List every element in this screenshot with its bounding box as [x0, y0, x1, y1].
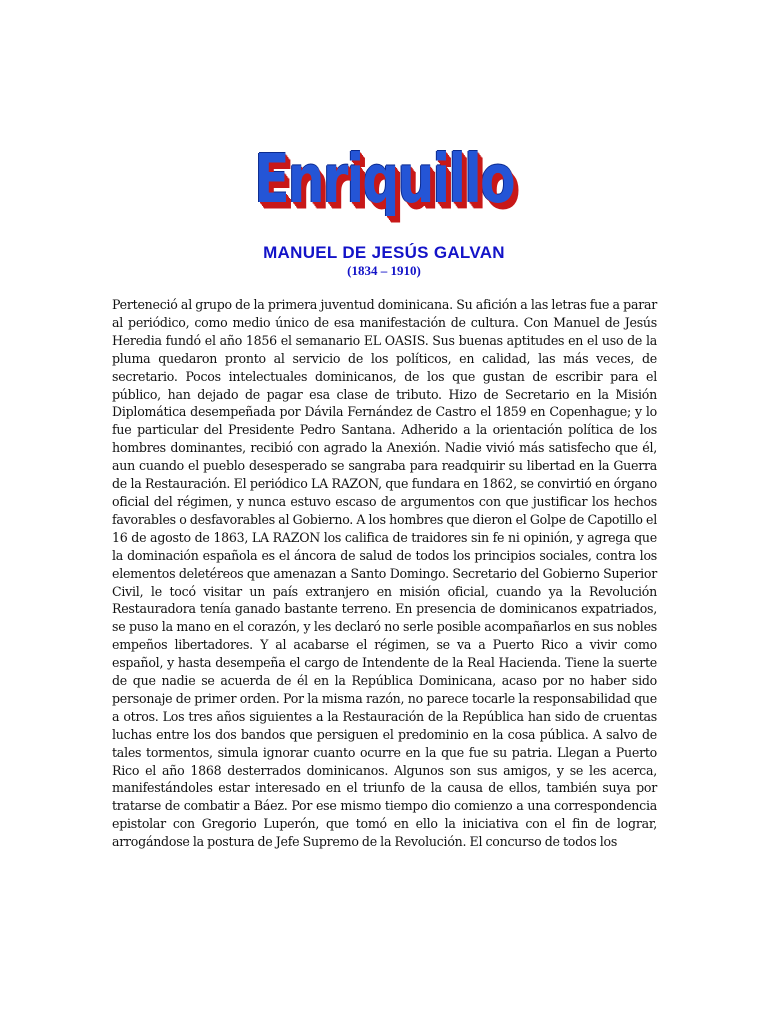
author-years: (1834 – 1910) [347, 263, 421, 278]
body-paragraph: Perteneció al grupo de la primera juventud dominicana. Su afición a las letras fue a parar al periódico, como medio único de esa manifestación de cultura. Con Manuel de Jesús Heredia fundó el año 1856 el semanario EL OASIS. Sus buenas aptitudes en el uso de la pluma quedaron pronto al servicio de los políticos, en calidad, las más veces, de secretario. Pocos intelectuales dominicanos, de los que gustan de escribir para el público, han dejado de pagar esa clase de tributo. Hizo de Secretario en la Misión Diplomática desempeñada por Dávila Fernández de Castro el 1859 en Copenhague; y lo fue particular del Presidente Pedro Santana. Adherido a la orientación política de los hombres dominantes, recibió con agrado la Anexión. Nadie vivió más satisfecho que él, aun cuando el pueblo desesperado se sangraba para readquirir su libertad en la Guerra de la Restauración. El periódico LA RAZON, que fundara en 1862, se convirtió en órgano oficial del régimen, y nunca estuvo escaso de argumentos con que justificar los hechos favorables o desfavorables al Gobierno. A los hombres que dieron el Golpe de Capotillo el 16 de agosto de 1863, LA RAZON los califica de traidores sin fe ni opinión, y agrega que la dominación española es el áncora de salud de todos los principios sociales, contra los elementos deletéreos que amenazan a Santo Domingo. Secretario del Gobierno Superior Civil, le tocó visitar un país extranjero en misión oficial, cuando ya la Revolución Restauradora tenía ganado bastante terreno. En presencia de dominicanos expatriados, se puso la mano en el corazón, y les declaró no serle posible acompañarlos en sus nobles empeños libertadores. Y al acabarse el régimen, se va a Puerto Rico a vivir como español, y hasta desempeña el cargo de Intendente de la Real Hacienda. Tiene la suerte de que nadie se acuerda de él en la República Dominicana, acaso por no haber sido personaje de primer orden. Por la misma razón, no parece tocarle la responsabilidad que a otros. Los tres años siguientes a la Restauración de la República han sido de cruentas luchas entre los dos bandos que persiguen el predominio en la cosa pública. A salvo de tales tormentos, simula ignorar cuanto ocurre en la que fue su patria. Llegan a Puerto Rico el año 1868 desterrados dominicanos. Algunos son sus amigos, y se les acerca, manifestándoles estar interesado en el triunfo de la causa de ellos, también suya por tratarse de combatir a Báez. Por ese mismo tiempo dio comienzo a una correspondencia epistolar con Gregorio Luperón, que tomó en ello la iniciativa con el fin de lograr, arrogándose la postura de Jefe Supremo de la Revolución. El concurso de todos los [112, 297, 657, 850]
document-title: Enriquillo [254, 142, 514, 219]
author-name: MANUEL DE JESÚS GALVAN [263, 243, 505, 262]
